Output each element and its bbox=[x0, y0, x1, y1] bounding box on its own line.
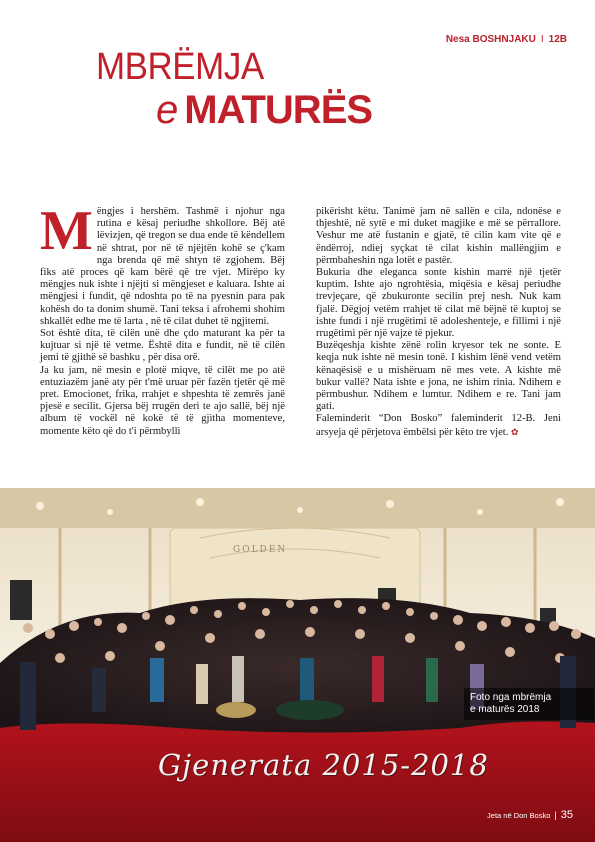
magazine-name: Jeta në Don Bosko bbox=[487, 811, 551, 820]
paragraph-text: Faleminderit “Don Bosko” faleminderit 12-B. Jeni arsyeja që përjetova ëmbëlsi për këto tre vjet. bbox=[316, 413, 561, 438]
article-paragraph: Sot është dita, të cilën unë dhe çdo maturant ka për ta kujtuar si një të vetme. Është dita e fundit, në të cilën jemi të gjithë së bashku , për disa orë. bbox=[40, 328, 285, 364]
group-photo-illustration bbox=[0, 488, 595, 842]
caption-line: e maturës 2018 bbox=[470, 704, 540, 715]
drop-cap: M bbox=[40, 200, 93, 262]
article-paragraph: Bukuria dhe eleganca sonte kishin marrë një tjetër kuptim. Ishte ajo ngrohtësia, miqësia e kësaj periudhe trevjeçare, që zbukuronte secilin prej nesh. Nuk kam fjalë. Dëgjoj vetëm rrahjet të cilat më bëjnë të kuptoj se ishte fundi i një rrugëtimi të adoleshenteje, e fillimi i një rrugëtimi për një vajze të pjekur. bbox=[316, 267, 561, 340]
title-line-2 bbox=[156, 88, 372, 133]
paragraph-text: ëngjes i hershëm. Tashmë i njohur nga rutina e kësaj periudhe shkollore. Bëj atë lëvizjen, që tregon se dua ende të këndellem në shtrat, por në të njëjtën kohë se ç'kam nga brenda që më shtyn të zgjohem. Bëj fiks atë proces që kam bërë që tre vjet. Mirëpo ky mëngjes nuk ishte i njëjti si mëngjeset e kaluara. Ishte ai mëngjesi i fundit, që ndoshta po të na pyesnin para pak kohësh do ta donim shumë. Tani teksa i afrohemi shohim shkallët edhe me të larta , në të cilat duhet të ngjitemi. bbox=[40, 206, 285, 327]
article-paragraph bbox=[316, 413, 561, 438]
title-prefix: e bbox=[156, 88, 179, 132]
byline bbox=[446, 34, 567, 45]
article-column-left bbox=[40, 200, 285, 438]
article-paragraph: Buzëqeshja kishte zënë rolin kryesor tek ne sonte. E keqja nuk ishte në mesin tonë. I kishim lënë vend vetëm kënaqësisë e u mishëruam në mes vete. A kishte më bukur vallë? Nata ishte e jona, ne ishim rinia. Ndihem e përmbushur. Ndihem e lumtur. Ndihem e re. Tani jam gati. bbox=[316, 340, 561, 413]
author-name: Nesa BOSHNJAKU bbox=[445, 34, 536, 45]
page-number: 35 bbox=[560, 809, 573, 821]
generation-banner: Gjenerata 2015-2018 bbox=[158, 748, 489, 782]
stage-sign: GOLDEN bbox=[233, 545, 288, 555]
title-main: MATURËS bbox=[184, 88, 373, 132]
group-photo bbox=[0, 488, 595, 842]
article-paragraph: Ja ku jam, në mesin e plotë miqve, të cilët me po atë entuziazëm janë aty për t'më uruar për fazën tjetër që më pret. Emocionet, frika, rrahjet e shpeshta të zemrës janë pjesë e secilit. Gjersa bëj rrugën deri te ajo sallë, bëj një album të vockël në kokë të të gjitha momenteve, momente këto që do t'i përmbylli bbox=[40, 364, 285, 437]
caption-line: Foto nga mbrëmja bbox=[470, 692, 552, 703]
article-column-right bbox=[316, 206, 561, 439]
photo-caption bbox=[464, 688, 594, 720]
end-mark-icon: ✿ bbox=[511, 426, 519, 437]
article-paragraph: pikërisht këtu. Tanimë jam në sallën e cila, ndonëse e thjeshtë, në sytë e mi duket magjike e më se përrallore. Veshur me atë fustanin e gjatë, të cilin kam vite që e ëndërroj, ndiej syçkat të cilat kishin mallëngjim e përmbaheshin nga lotët e pastër. bbox=[316, 206, 561, 266]
author-class: 12B bbox=[548, 34, 567, 45]
footer-separator: | bbox=[554, 810, 557, 820]
page-footer bbox=[487, 805, 573, 823]
title-line-1: MBRËMJA bbox=[96, 46, 264, 88]
byline-separator: I bbox=[540, 34, 544, 45]
article-paragraph bbox=[40, 200, 285, 328]
